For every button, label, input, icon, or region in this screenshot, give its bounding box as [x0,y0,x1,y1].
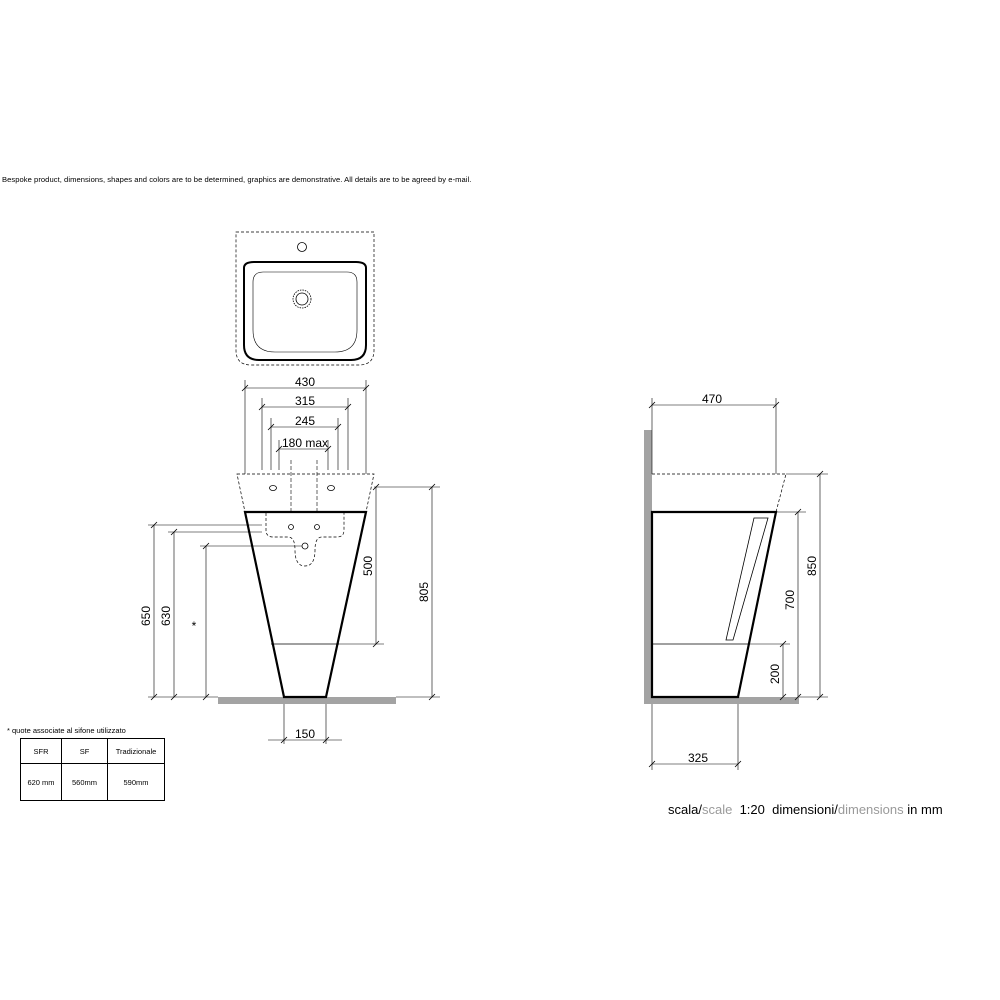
siphon-note [7,726,126,735]
dim-325: 325 [687,751,709,765]
siphon-table [20,738,165,801]
siphon-header-sf: SF [62,739,108,764]
dim-470: 470 [701,392,723,406]
side-view [644,398,828,770]
disclaimer-text: Bespoke product, dimensions, shapes and colors are to be determined, graphics are demonstrative. All details are to be agreed by e-mail. [2,175,472,184]
dim-180-max: 180 max [281,436,329,450]
dim-245: 245 [294,414,316,428]
dim-150: 150 [294,727,316,741]
siphon-table-value-row [21,764,165,801]
siphon-note-text: quote associate al sifone utilizzato [12,726,126,735]
dim-805: 805 [417,581,431,603]
top-view-dashed-outline [236,232,374,365]
scale-label-it: scala/ [668,802,702,817]
dim-asterisk: * [191,619,197,633]
scale-label-en: scale [701,802,733,817]
dim-630: 630 [159,605,173,627]
front-pedestal [245,512,366,697]
drain-inner-icon [296,293,308,305]
dim-500: 500 [361,555,375,577]
front-basin-dashed [237,474,374,512]
dim-700: 700 [783,589,797,611]
front-siphon-plate [266,513,344,566]
side-basin-dashed [652,474,786,512]
tap-hole-icon [298,243,307,252]
fixing-hole-left-icon [270,486,277,491]
dimensions-label-en: dimensions [837,802,904,817]
top-view-basin-rim [244,262,366,360]
siphon-value-sfr: 620 mm [21,764,62,801]
dim-650: 650 [139,605,153,627]
unit-label: in mm [907,802,943,817]
front-view [148,380,440,744]
dim-850: 850 [805,555,819,577]
siphon-table-header-row [21,739,165,764]
fixing-hole-right-icon [328,486,335,491]
bolt-right-icon [315,525,320,530]
dim-200: 200 [768,663,782,685]
top-view [236,232,374,365]
scale-ratio: 1:20 [739,802,765,817]
siphon-note-marker: * [7,726,10,735]
dimensions-label-it: dimensioni/ [772,802,838,817]
scale-caption [668,802,943,817]
bolt-left-icon [289,525,294,530]
dim-430: 430 [294,375,316,389]
siphon-header-tradizionale: Tradizionale [108,739,165,764]
dim-315: 315 [294,394,316,408]
side-pedestal [652,512,776,697]
siphon-value-tradizionale: 590mm [108,764,165,801]
drain-outlet-icon [302,543,308,549]
siphon-value-sf: 560mm [62,764,108,801]
top-view-basin-inner [253,272,357,352]
side-wall [644,430,652,704]
siphon-header-sfr: SFR [21,739,62,764]
